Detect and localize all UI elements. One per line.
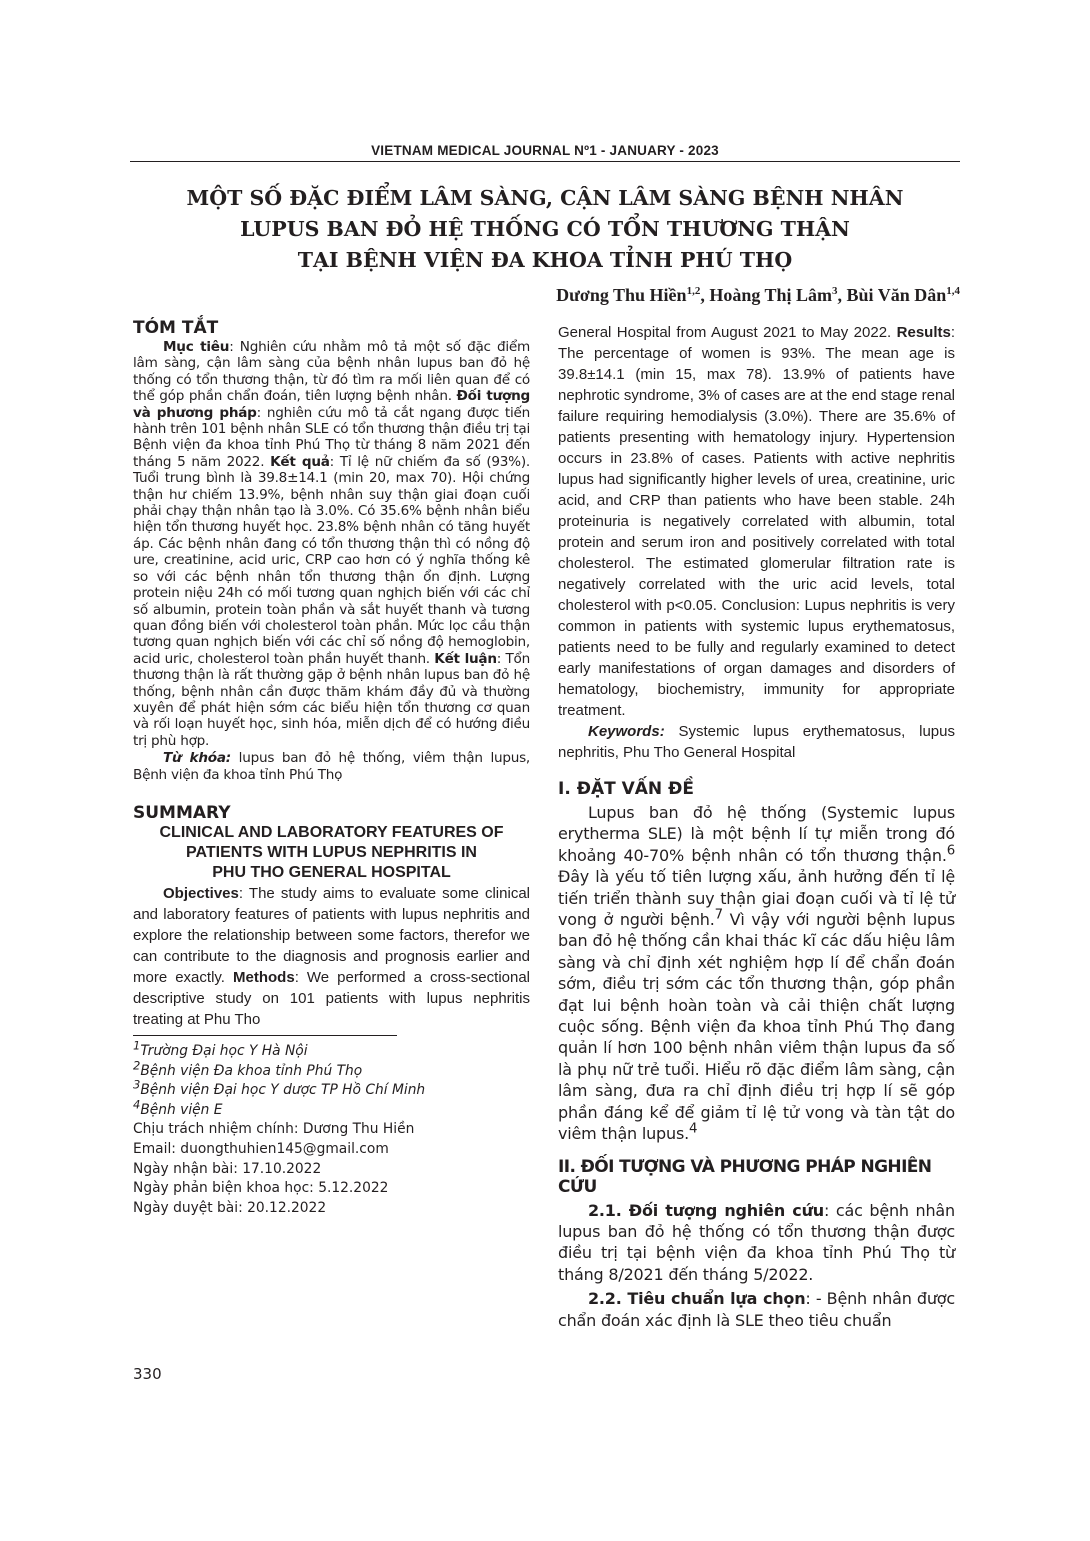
title-line-2: LUPUS BAN ĐỎ HỆ THỐNG CÓ TỔN THƯƠNG THẬN — [240, 217, 850, 241]
section-2-1-label: 2.1. Đối tượng nghiên cứu — [588, 1200, 824, 1220]
author-1: Dương Thu Hiền — [556, 285, 687, 305]
footnote-rule — [133, 1035, 397, 1036]
doi-tuong-label: Đối tượng và phương pháp — [133, 388, 530, 421]
keywords-text: Systemic lupus erythematosus, lupus nephritis, Phu Tho General Hospital — [558, 723, 955, 761]
doi-tuong-text: : nghiên cứu mô tả cắt ngang được tiến hành trên 101 bệnh nhân SLE có tổn thương thận điều trị tại Bệnh viện đa khoa tỉnh Phú Thọ từ tháng 8 năm 2021 đến tháng 5 năm 2022. — [133, 404, 530, 470]
ref-4: 4 — [688, 1121, 698, 1137]
footnote-received: Ngày nhận bài: 17.10.2022 — [133, 1160, 322, 1177]
footnote-aff-1-text: Trường Đại học Y Hà Nội — [140, 1042, 308, 1059]
author-2: Hoàng Thị Lâm — [709, 285, 833, 305]
author-2-affiliation: 3 — [832, 285, 838, 297]
summary-title — [133, 823, 530, 883]
left-column — [133, 318, 530, 1218]
keywords-label: Keywords: — [588, 723, 665, 740]
title-line-1: MỘT SỐ ĐẶC ĐIỂM LÂM SÀNG, CẬN LÂM SÀNG BỆNH NHÂN — [186, 186, 904, 210]
footnote-aff-4: $^4$Bệnh viện E — [133, 1097, 223, 1118]
results-text: : The percentage of women is 93%. The mean age is 39.8±14.1 (min 15, max 78). 13.9% of patients have nephrotic syndrome, 3% of cases are at the end stage renal failure requiring hemodialysis (3.0%). There are 35.6% of patients presenting with hematology injury. Hypertension occurs in 23.8% of cases. Patients with active nephritis lupus had significantly higher levels of urea, creatinine, uric acid, and CRP than patients who have been stable. 24h proteinuria is negatively correlated with albumin, total protein and serum iron and positively correlated with total cholesterol. The estimated glomerular filtration rate is negatively correlated with the uric acid levels, total cholesterol with p<0.05. Conclusion: Lupus nephritis is very common in patients with systemic lupus erythematosus, patients need to be fully and regularly examined to detect early manifestations of organ damages and disorders of hematology, biochemistry, immunity for appropriate treatment. — [558, 324, 955, 719]
footnote-reviewed: Ngày phản biện khoa học: 5.12.2022 — [133, 1180, 389, 1197]
section-1-text-2: Đây là yếu tố tiên lượng xấu, ảnh hưởng đến tỉ lệ tiến triển thành suy thận giai đoạn cuối và tỉ lệ tử vong ở người bệnh. — [558, 867, 955, 930]
summary-title-line-1: CLINICAL AND LABORATORY FEATURES OF — [159, 823, 504, 841]
section-2-1-text: : các bệnh nhân lupus ban đỏ hệ thống có tổn thương thận được điều trị tại bệnh viện đa khoa tỉnh Phú Thọ từ tháng 8/2021 đến tháng 5/2022. — [558, 1200, 955, 1284]
section-1-text-3: Vì vậy với người bệnh lupus ban đỏ hệ thống cần khai thác kĩ các dấu hiệu lâm sàng và chỉ định xét nghiệm hợp lí để chẩn đoán sớm, điều trị sớm các tổn thương thận, góp phần đạt lui bệnh hoàn toàn và cải thiện chất lượng cuộc sống. Bệnh viện đa khoa tỉnh Phú Thọ đang quản lí hơn 100 bệnh nhân viêm thận lupus đa số là phụ nữ trẻ tuổi. Hiểu rõ đặc điểm lâm sàng, cận lâm sàng, đưa ra chỉ định điều trị hợp lí sẽ góp phần đáng kể để giảm tỉ lệ tử vong và tàn tật do viêm thận lupus. — [558, 910, 955, 1144]
tu-khoa-label: Từ khóa: — [163, 750, 231, 767]
footnote-aff-4-text: Bệnh viện E — [140, 1101, 223, 1118]
page-number: 330 — [133, 1365, 162, 1383]
keywords — [558, 721, 955, 763]
author-list — [556, 285, 960, 306]
section-2-2-label: 2.2. Tiêu chuẩn lựa chọn — [588, 1289, 806, 1309]
footnote-aff-2-text: Bệnh viện Đa khoa tỉnh Phú Thọ — [140, 1062, 363, 1079]
section-1-text-1: Lupus ban đỏ hệ thống (Systemic lupus erytherma SLE) là một bệnh lí tự miễn trong đó khoảng 40-70% bệnh nhân có tổn thương thận. — [558, 803, 955, 865]
ket-luan-text: : Tổn thương thận là rất thường gặp ở bệnh nhân lupus ban đỏ hệ thống, bệnh nhân cần được thăm khám đầy đủ và thường xuyên để phát hiện sớm các biểu hiện tổn thương cơ quan và rối loạn huyết học, sinh hóa, miễn dịch để có hướng điều trị phù hợp. — [133, 650, 530, 749]
objectives-label: Objectives — [163, 884, 239, 902]
summary-body — [133, 883, 531, 1028]
section-2-2 — [558, 1288, 955, 1331]
muc-tieu-text: : Nghiên cứu nhằm mô tả một số đặc điểm lâm sàng, cận lâm sàng của bệnh nhân lupus ban đỏ hệ thống có tổn thương thận, từ đó tìm ra mối liên quan để có thể góp phần chẩn đoán, tiên lượng bệnh nhân. — [133, 339, 530, 405]
footnote-aff-1: $^1$Trường Đại học Y Hà Nội — [133, 1038, 308, 1059]
journal-header: VIETNAM MEDICAL JOURNAL Nº1 - JANUARY - 2023 — [371, 143, 719, 158]
methods-label: Methods — [233, 968, 295, 986]
author-1-affiliation: 1,2 — [686, 285, 701, 297]
footnote-aff-3: $^3$Bệnh viện Đại học Y dược TP Hồ Chí Minh — [133, 1077, 426, 1099]
tu-khoa-text: lupus ban đỏ hệ thống, viêm thận lupus, Bệnh viện đa khoa tỉnh Phú Thọ — [133, 750, 530, 783]
objectives-text: : The study aims to evaluate some clinical and laboratory features of patients with lupus nephritis and explore the relationship between some factors, therefor we can contribute to the diagnosis and prognosis earlier and more exactly. — [133, 884, 530, 986]
ket-qua-label: Kết quả — [270, 453, 330, 470]
muc-tieu-label: Mục tiêu — [163, 339, 230, 355]
summary-body-continued — [558, 322, 955, 721]
methods-text-end: General Hospital from August 2021 to May 2022. — [558, 324, 897, 341]
ref-6: 6 — [946, 843, 955, 859]
article-title — [130, 183, 960, 276]
section-2-1 — [558, 1200, 955, 1286]
author-separator: , — [837, 285, 847, 305]
section-1-heading: I. ĐẶT VẤN ĐỀ — [558, 779, 694, 799]
tomtat-body — [133, 339, 530, 749]
results-label: Results — [896, 324, 951, 341]
footnote-aff-3-text: Bệnh viện Đại học Y dược TP Hồ Chí Minh — [140, 1082, 426, 1099]
summary-heading: SUMMARY — [133, 802, 231, 823]
author-separator: , — [700, 285, 710, 305]
tomtat-heading: TÓM TẮT — [133, 318, 219, 338]
right-column — [558, 322, 955, 1331]
author-3: Bùi Văn Dân — [846, 285, 947, 305]
section-1-body — [558, 802, 955, 1145]
methods-text-start: : We performed a cross-sectional descriptive study on 101 patients with lupus nephritis treating at Phu Tho — [133, 968, 531, 1028]
tu-khoa — [133, 750, 530, 783]
section-2-2-text: : - Bệnh nhân được chẩn đoán xác định là SLE theo tiêu chuẩn — [558, 1289, 955, 1330]
summary-title-line-2: PATIENTS WITH LUPUS NEPHRITIS IN — [186, 843, 477, 861]
footnote-aff-2: $^2$Bệnh viện Đa khoa tỉnh Phú Thọ — [133, 1057, 363, 1079]
section-2-heading: II. ĐỐI TƯỢNG VÀ PHƯƠNG PHÁP NGHIÊN CỨU — [558, 1156, 932, 1197]
title-line-3: TẠI BỆNH VIỆN ĐA KHOA TỈNH PHÚ THỌ — [297, 248, 793, 272]
footnote-email: Email: duongthuhien145@gmail.com — [133, 1140, 389, 1157]
footnote-corresponding: Chịu trách nhiệm chính: Dương Thu Hiền — [133, 1121, 415, 1138]
footnote-approved: Ngày duyệt bài: 20.12.2022 — [133, 1199, 327, 1216]
ref-7: 7 — [714, 907, 723, 923]
ket-qua-text: : Tỉ lệ nữ chiếm đa số (93%). Tuổi trung bình là 39.8±14.1 (min 20, max 70). Hội chứng thận hư chiếm 13.9%, bệnh nhân suy thận giai đoạn cuối phải chạy thận nhân tạo là 3.0%. Có 35.6% bệnh nhân biểu hiện tổn thương huyết học. 23.8% bệnh nhân có tăng huyết áp. Các bệnh nhân đang có tổn thương thận thì có nồng độ ure, creatinine, acid uric, CRP cao hơn có ý nghĩa thống kê so với các bệnh nhân tổn thương thận ổn định. Lượng protein niệu 24h có mối tương quan nghịch biến với các chỉ số albumin, protein toàn phần và sắt huyết thanh và tương quan đồng biến với cholesterol toàn phần. Mức lọc cầu thận tương quan nghịch biến với các chỉ số nồng độ hemoglobin, acid uric, cholesterol toàn phần huyết thanh. — [133, 453, 530, 667]
summary-title-line-3: PHU THO GENERAL HOSPITAL — [212, 863, 451, 881]
header-rule — [130, 161, 960, 162]
footnotes — [133, 1038, 530, 1218]
ket-luan-label: Kết luận — [434, 650, 497, 667]
author-3-affiliation: 1,4 — [946, 285, 960, 297]
